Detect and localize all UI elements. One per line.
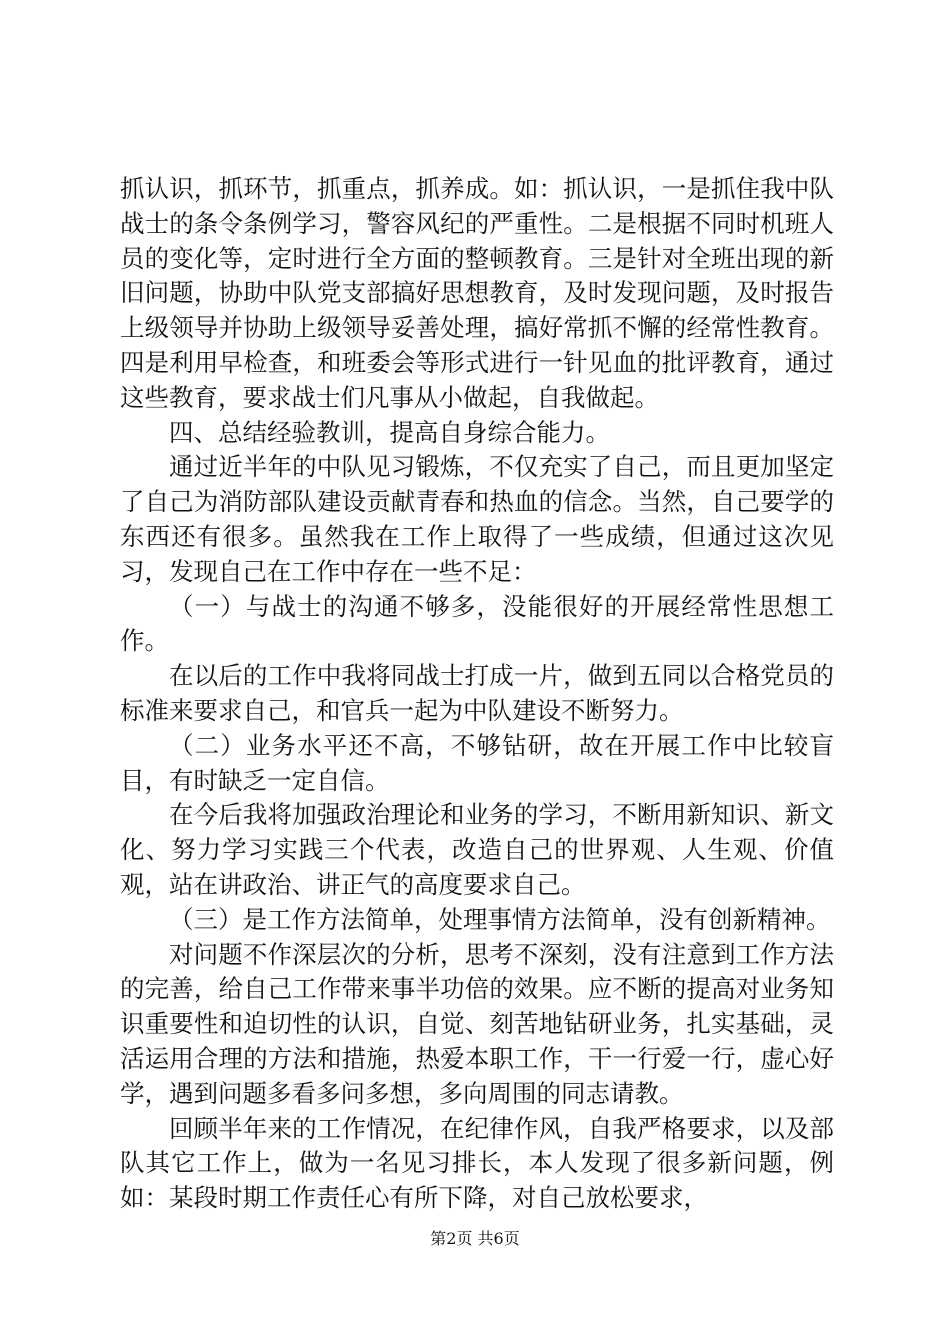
paragraph-continuation: 抓认识，抓环节，抓重点，抓养成。如：抓认识，一是抓住我中队战士的条令条例学习，警容风纪的严重性。二是根据不同时机班人员的变化等，定时进行全方面的整顿教育。三是针对全班出现的新旧问题，协助中队党支部搞好思想教育，及时发现问题，及时报告上级领导并协助上级领导妥善处理，搞好常抓不懈的经常性教育。四是利用早检查，和班委会等形式进行一针见血的批评教育，通过这些教育，要求战士们凡事从小做起，自我做起。 [120, 174, 834, 412]
paragraph-summary: 通过近半年的中队见习锻炼，不仅充实了自己，而且更加坚定了自己为消防部队建设贡献青春和热血的信念。当然，自己要学的东西还有很多。虽然我在工作上取得了一些成绩，但通过这次见习，发现自己在工作中存在一些不足： [120, 452, 834, 586]
paragraph-review: 回顾半年来的工作情况，在纪律作风，自我严格要求，以及部队其它工作上，做为一名见习排长，本人发现了很多新问题，例如：某段时期工作责任心有所下降，对自己放松要求， [120, 1113, 834, 1213]
paragraph-improvement-3: 对问题不作深层次的分析，思考不深刻，没有注意到工作方法的完善，给自己工作带来事半功倍的效果。应不断的提高对业务知识重要性和迫切性的认识，自觉、刻苦地钻研业务，扎实基础，灵活运用合理的方法和措施，热爱本职工作，干一行爱一行，虚心好学，遇到问题多看多问多想，多向周围的同志请教。 [120, 939, 834, 1108]
document-body [120, 172, 834, 1216]
paragraph-improvement-1: 在以后的工作中我将同战士打成一片，做到五同以合格党员的标准来要求自己，和官兵一起为中队建设不断努力。 [120, 661, 834, 725]
section-heading-4: 四、总结经验教训，提高自身综合能力。 [169, 417, 610, 447]
sub-heading-1: （一）与战士的沟通不够多，没能很好的开展经常性思想工作。 [120, 591, 834, 656]
paragraph-improvement-2: 在今后我将加强政治理论和业务的学习，不断用新知识、新文化、努力学习实践三个代表，改造自己的世界观、人生观、价值观，站在讲政治、讲正气的高度要求自己。 [120, 800, 834, 899]
sub-heading-2: （二）业务水平还不高，不够钻研，故在开展工作中比较盲目，有时缺乏一定自信。 [120, 730, 834, 795]
sub-heading-3: （三）是工作方法简单，处理事情方法简单，没有创新精神。 [169, 904, 831, 934]
page-number-footer: 第2页 共6页 [430, 1229, 520, 1248]
